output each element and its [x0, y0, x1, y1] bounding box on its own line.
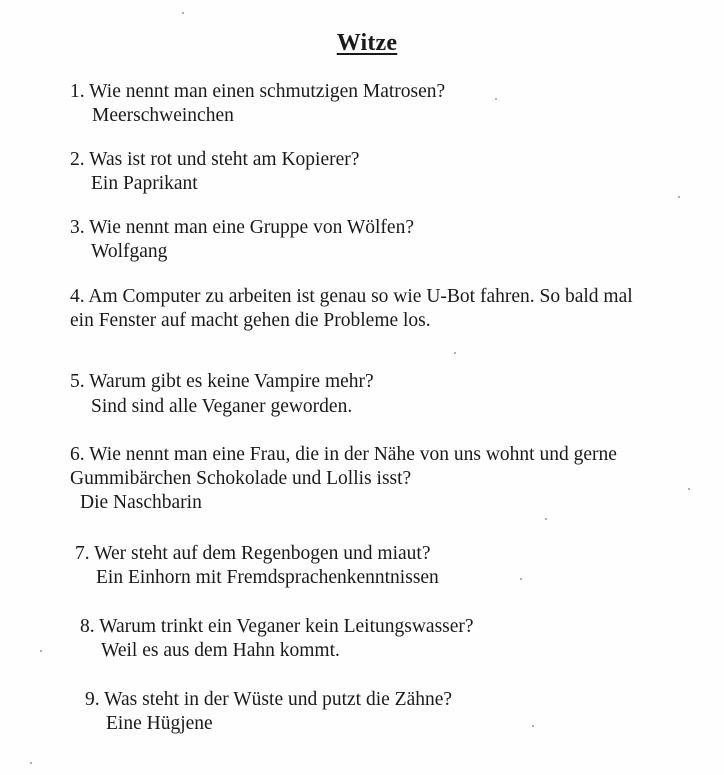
joke-3-question: 3. Wie nennt man eine Gruppe von Wölfen? [70, 217, 414, 238]
joke-2-question: 2. Was ist rot und steht am Kopierer? [70, 149, 360, 170]
scan-speck [545, 518, 547, 520]
joke-6-answer: Die Naschbarin [80, 492, 202, 513]
scan-speck [532, 725, 534, 727]
joke-5-question: 5. Warum gibt es keine Vampire mehr? [70, 371, 374, 392]
page-title: Witze [336, 30, 398, 56]
joke-7-answer: Ein Einhorn mit Fremdsprachenkenntnissen [96, 567, 439, 588]
joke-4-question-line-2: ein Fenster auf macht gehen die Probleme los. [70, 310, 431, 331]
scan-speck [520, 578, 522, 580]
scan-speck [678, 196, 680, 198]
joke-4-question-line-1: 4. Am Computer zu arbeiten ist genau so wie U-Bot fahren. So bald mal [70, 286, 633, 307]
scan-speck [688, 488, 690, 490]
scan-speck [40, 650, 42, 652]
joke-9-answer: Eine Hügjene [106, 713, 213, 734]
joke-1-answer: Meerschweinchen [92, 105, 234, 126]
scan-speck [454, 352, 456, 354]
joke-2-answer: Ein Paprikant [91, 173, 198, 194]
joke-8-question: 8. Warum trinkt ein Veganer kein Leitungswasser? [80, 616, 474, 637]
scan-speck [30, 762, 32, 764]
joke-8-answer: Weil es aus dem Hahn kommt. [101, 640, 340, 661]
joke-6-question-line-1: 6. Wie nennt man eine Frau, die in der Nähe von uns wohnt und gerne [70, 444, 617, 465]
joke-7-question: 7. Wer steht auf dem Regenbogen und miaut? [75, 543, 431, 564]
joke-5-answer: Sind sind alle Veganer geworden. [91, 396, 353, 417]
joke-6-question-line-2: Gummibärchen Schokolade und Lollis isst? [70, 468, 412, 489]
joke-9-question: 9. Was steht in der Wüste und putzt die Zähne? [85, 689, 453, 710]
scan-speck [495, 98, 497, 100]
joke-3-answer: Wolfgang [91, 241, 168, 262]
scan-speck [182, 12, 184, 14]
joke-1-question: 1. Wie nennt man einen schmutzigen Matrosen? [70, 81, 446, 102]
